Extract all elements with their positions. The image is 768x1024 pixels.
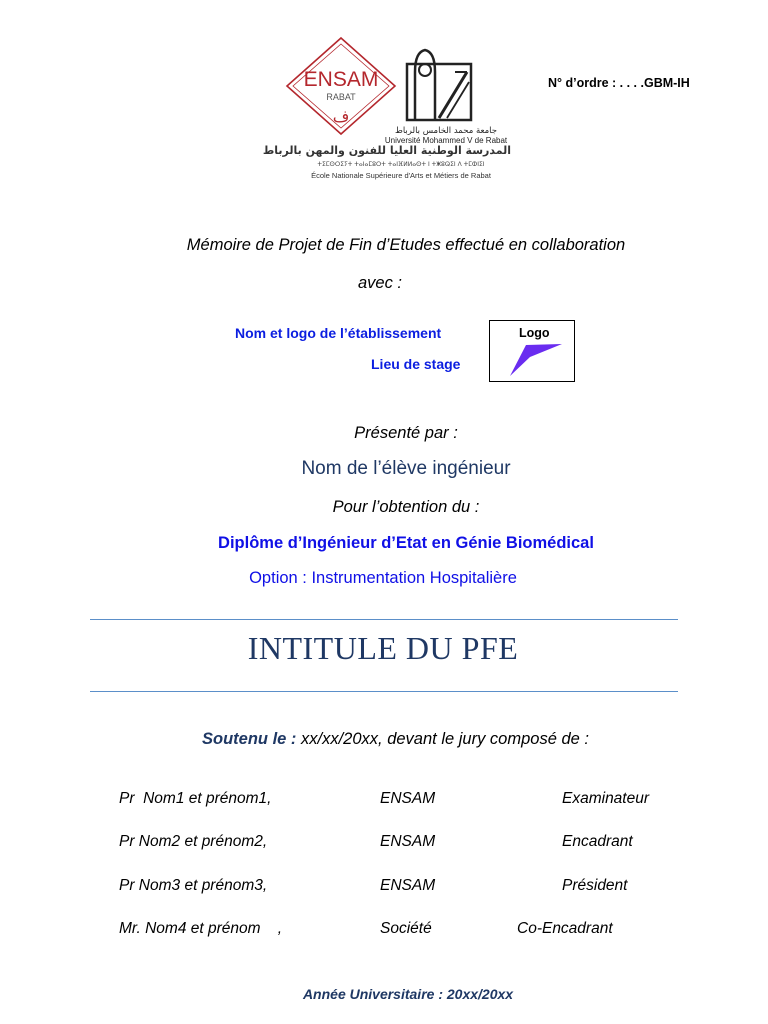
obtention-label: Pour l’obtention du : <box>332 498 480 516</box>
logo-box-label: Logo <box>519 326 550 340</box>
memoire-statement: Mémoire de Projet de Fin d’Etudes effectué en collaboration <box>186 236 626 254</box>
jury-member-name: Pr Nom1 et prénom1, <box>119 790 272 807</box>
ensam-logo-emblem: ف <box>332 107 350 126</box>
student-name: Nom de l’élève ingénieur <box>301 458 511 479</box>
defense-details: xx/xx/20xx, devant le jury composé de : <box>296 730 589 748</box>
jury-member-institution: Société <box>380 920 432 937</box>
jury-member-role: Encadrant <box>562 833 633 850</box>
jury-member-name: Pr Nom2 et prénom2, <box>119 833 268 850</box>
institution-logos <box>262 28 511 190</box>
jury-member-role: Président <box>562 877 628 894</box>
university-arabic-name: جامعة محمد الخامس بالرباط <box>394 126 498 136</box>
ensam-logo-subtext: RABAT <box>326 92 356 102</box>
jury-member-role: Co-Encadrant <box>517 920 613 937</box>
um5-logo <box>403 42 475 122</box>
jury-member-institution: ENSAM <box>380 833 436 850</box>
company-logo-icon <box>510 343 564 377</box>
jury-member-institution: ENSAM <box>380 877 436 894</box>
university-french-name: Université Mohammed V de Rabat <box>384 136 508 145</box>
internship-location-label: Lieu de stage <box>371 356 461 372</box>
pfe-title: INTITULE DU PFE <box>247 630 519 666</box>
jury-member-name: Pr Nom3 et prénom3, <box>119 877 268 894</box>
academic-year: Année Universitaire : 20xx/20xx <box>302 986 514 1002</box>
option-title: Option : Instrumentation Hospitalière <box>249 569 517 587</box>
title-divider-top <box>90 619 678 620</box>
school-french-name: École Nationale Supérieure d'Arts et Métiers de Rabat <box>311 171 491 180</box>
jury-member-role: Examinateur <box>562 790 650 807</box>
diploma-title: Diplôme d’Ingénieur d’Etat en Génie Biomédical <box>218 534 594 552</box>
presented-by-label: Présenté par : <box>354 424 458 442</box>
ensam-logo <box>283 36 401 136</box>
jury-member-institution: ENSAM <box>380 790 436 807</box>
jury-member-name: Mr. Nom4 et prénom , <box>119 920 283 937</box>
school-arabic-name: المدرسة الوطنية العليا للفنون والمهن بالرباط <box>262 144 511 157</box>
university-name <box>381 126 511 145</box>
defense-label: Soutenu le : <box>202 730 297 748</box>
title-divider-bottom <box>90 691 678 692</box>
order-number: N° d’ordre : . . . .GBM-IH <box>548 76 690 90</box>
establishment-label: Nom et logo de l’établissement <box>235 325 442 341</box>
defense-statement <box>202 730 589 749</box>
avec-text: avec : <box>358 274 403 292</box>
company-logo-placeholder <box>489 320 575 382</box>
ensam-logo-text: ENSAM <box>303 68 379 91</box>
school-tifinagh-name: ⵜⵉⵎⵙⵔⵉⵢⵜ ⵜⴰⵏⴰⵎⵓⵔⵜ ⵜⴰⵏⴼⵍⵍⴰⵙⵜ ⵏ ⵜⵥⵓⵕⵉⵏ ⴷ ⵜⵎⵀⵏⵉⵏ <box>317 161 485 168</box>
